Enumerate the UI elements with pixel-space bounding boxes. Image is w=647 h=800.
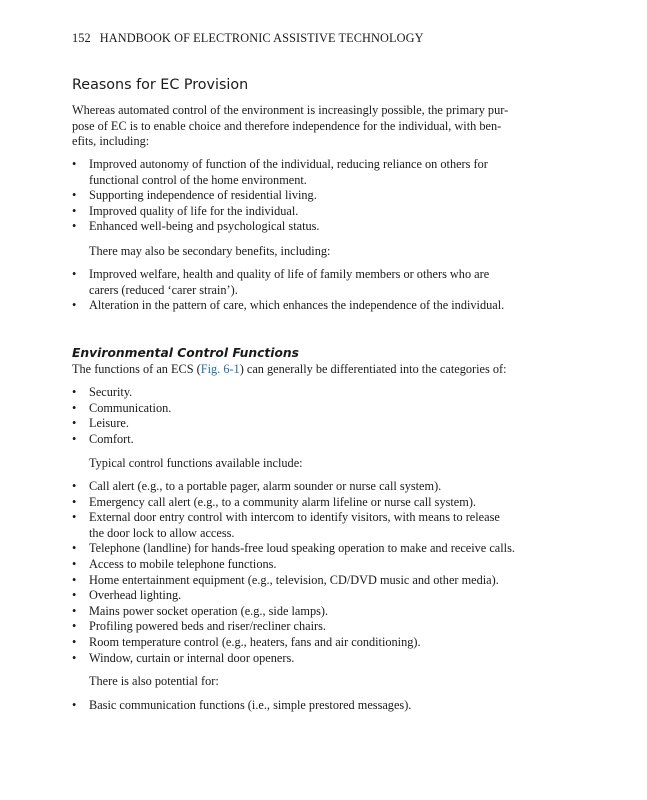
bullet-icon: • [72,219,77,234]
secondary-intro: There may also be secondary benefits, including: [89,244,331,258]
intro-line: pose of EC is to enable choice and therefore independence for the individual, with ben- [72,118,502,133]
bullet-icon: • [72,572,77,587]
secondary-benefits-list [72,267,539,314]
bullet-icon: • [72,298,77,313]
bullet-icon: • [72,431,77,446]
list-item: • Basic communication functions (i.e., simple prestored messages). [72,698,412,712]
list-item: • Security. [72,385,133,399]
list-item: • Window, curtain or internal door openers. [72,650,295,665]
typical-intro: Typical control functions available include: [89,456,303,470]
bullet-icon: • [72,157,77,171]
list-item: • Alteration in the pattern of care, which enhances the independence of the individual. [72,298,505,313]
section-intro-paragraph [72,103,508,150]
list-item: • Access to mobile telephone functions. [72,556,277,571]
list-item: • Overhead lighting. [72,588,182,603]
bullet-icon: • [72,698,77,712]
list-item: • Improved welfare, health and quality of life of family members or others who are carers (reduced ‘carer strain’). [72,267,490,297]
bullet-icon: • [72,650,77,665]
figure-reference-link[interactable]: Fig. 6-1 [200,362,240,376]
list-item: • Communication. [72,400,172,415]
bullet-icon: • [72,267,77,281]
list-item: • Emergency call alert (e.g., to a community alarm lifeline or nurse call system). [72,494,476,509]
subsection-heading: Environmental Control Functions [72,346,299,360]
typical-functions-list [72,479,562,666]
potential-list [72,698,411,714]
list-item: • Home entertainment equipment (e.g., television, CD/DVD music and other media). [72,572,499,587]
categories-list [72,385,171,447]
bullet-icon: • [72,541,77,556]
list-item: • Improved autonomy of function of the individual, reducing reliance on others for functional control of the home environment. [72,157,488,187]
list-item: • External door entry control with intercom to identify visitors, with means to release the door lock to allow access. [72,510,500,540]
list-item: • Leisure. [72,416,129,431]
functions-intro: The functions of an ECS (Fig. 6-1) can generally be differentiated into the categories of: [72,362,507,376]
bullet-icon: • [72,400,77,415]
bullet-icon: • [72,510,77,525]
page-number: 152 [72,31,91,45]
bullet-icon: • [72,385,77,399]
bullet-icon: • [72,603,77,618]
running-title: HANDBOOK OF ELECTRONIC ASSISTIVE TECHNOLOGY [99,31,424,45]
list-item: • Improved quality of life for the individual. [72,203,299,218]
bullet-icon: • [72,619,77,634]
running-header [72,31,552,46]
bullet-icon: • [72,203,77,218]
bullet-icon: • [72,588,77,603]
list-item: • Room temperature control (e.g., heaters, fans and air conditioning). [72,634,421,649]
list-item: • Supporting independence of residential living. [72,188,317,203]
bullet-icon: • [72,634,77,649]
list-item: • Enhanced well-being and psychological status. [72,219,320,234]
list-item: • Telephone (landline) for hands-free loud speaking operation to make and receive calls. [72,541,515,556]
bullet-icon: • [72,556,77,571]
section-title: Reasons for EC Provision [72,77,249,93]
bullet-icon: • [72,188,77,203]
benefits-list [72,157,539,235]
bullet-icon: • [72,479,77,493]
intro-line: Whereas automated control of the environment is increasingly possible, the primary pur- [72,103,509,117]
list-item: • Comfort. [72,431,134,446]
bullet-icon: • [72,494,77,509]
bullet-icon: • [72,416,77,431]
list-item: • Profiling powered beds and riser/recliner chairs. [72,619,326,634]
list-item: • Mains power socket operation (e.g., side lamps). [72,603,329,618]
potential-intro: There is also potential for: [89,674,219,688]
list-item: • Call alert (e.g., to a portable pager, alarm sounder or nurse call system). [72,479,442,493]
intro-line: efits, including: [72,134,150,149]
